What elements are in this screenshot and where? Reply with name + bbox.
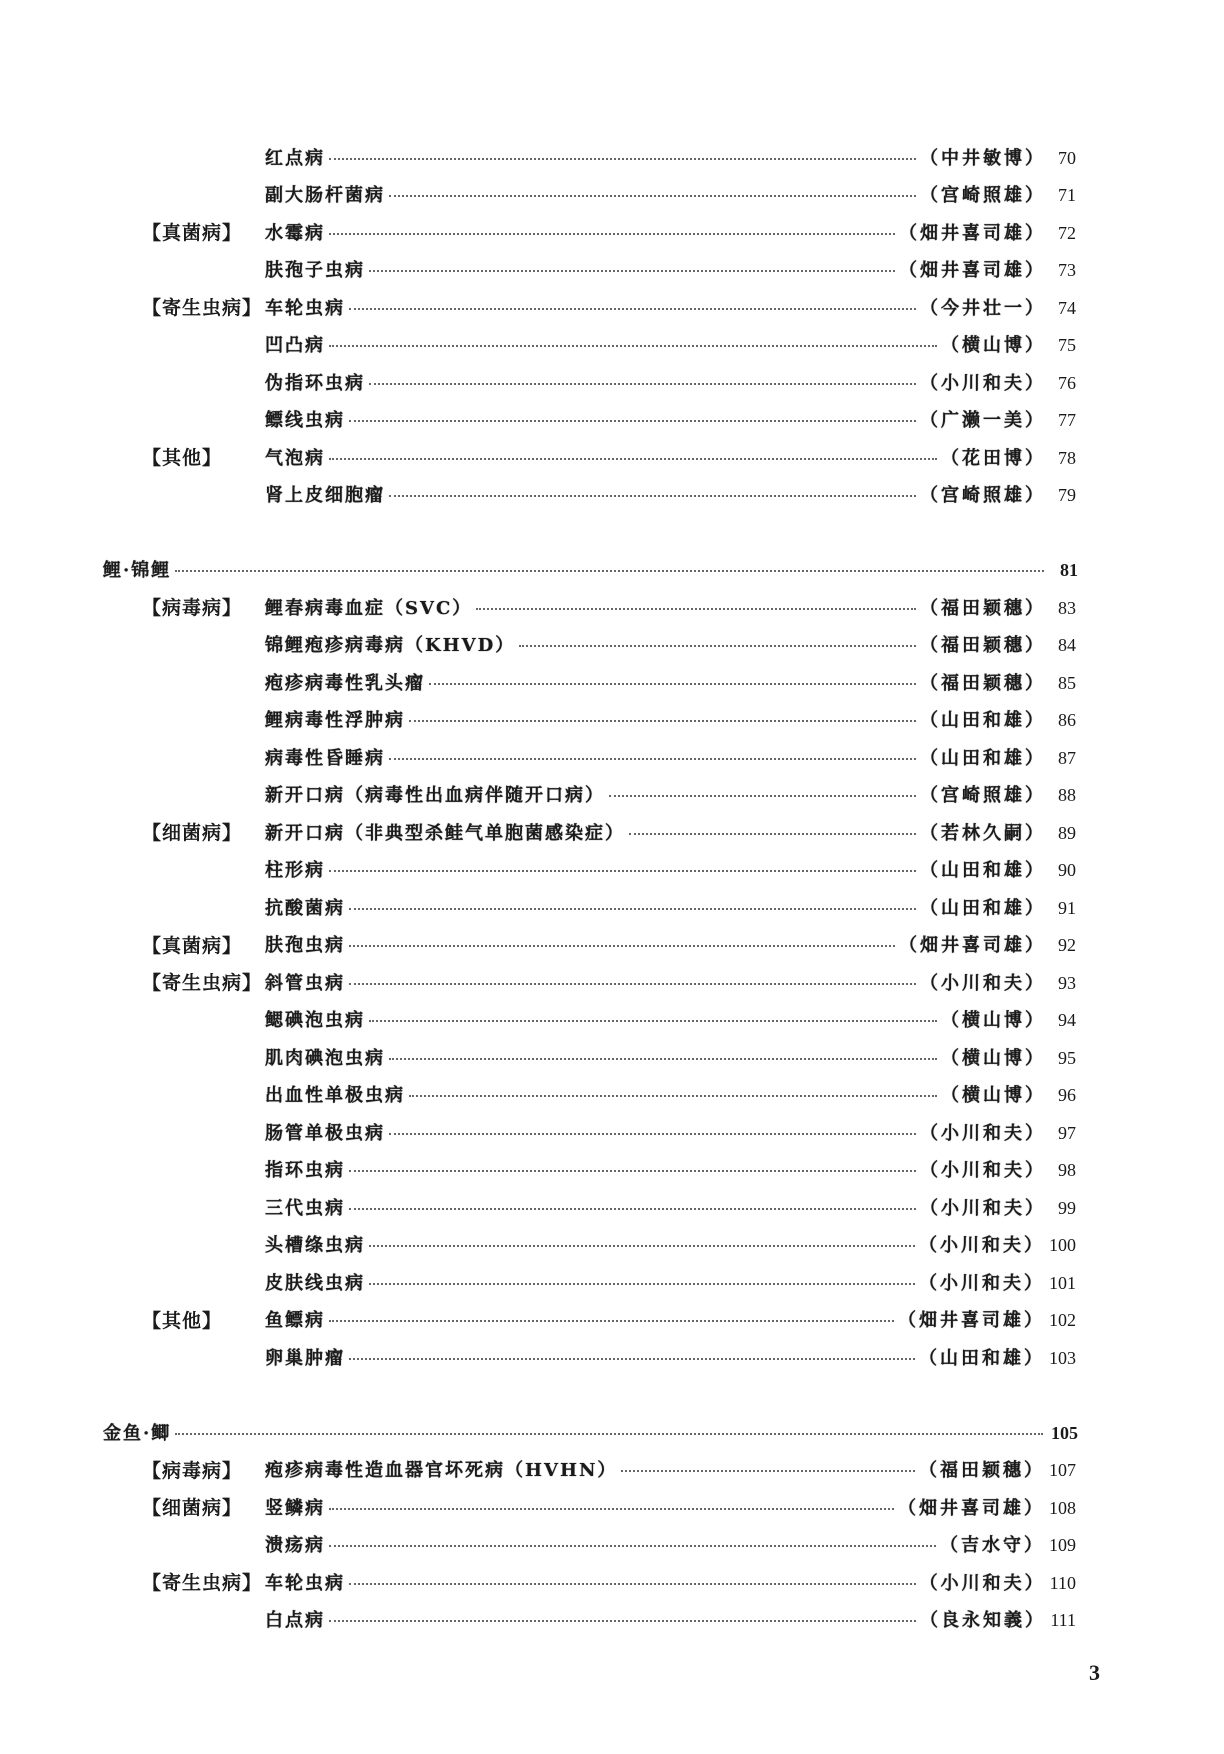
entry-title: 鲤病毒性浮肿病 [265,710,405,732]
entry-line [265,219,1076,245]
category-label: 【真菌病】 [142,934,243,957]
entry-title: 病毒性昏睡病 [265,747,385,769]
dot-leader [389,495,916,497]
entry-page: 99 [1058,1197,1076,1218]
dot-leader [369,383,916,385]
entry-line [265,144,1076,170]
entry-author: （吉水守） [940,1535,1045,1557]
toc-entry [0,138,1224,176]
entry-title: 抗酸菌病 [265,897,345,919]
dot-leader [389,1133,916,1135]
entry-page: 93 [1058,972,1076,993]
entry-page: 83 [1058,597,1076,618]
entry-page: 103 [1049,1347,1076,1368]
dot-leader [349,1170,916,1172]
section-heading [0,551,1224,589]
entry-author: （小川和夫） [919,1235,1045,1257]
toc-entry [0,776,1224,814]
toc-section [0,1376,1224,1639]
heading-entry [103,556,1078,582]
entry-line [265,1006,1076,1032]
dot-leader [409,720,916,722]
entry-title: 副大肠杆菌病 [265,185,385,207]
entry-author: （广濑一美） [920,410,1046,432]
entry-title: 新开口病（非典型杀鲑气单胞菌感染症） [265,822,625,844]
entry-page: 92 [1058,935,1076,956]
heading-page: 105 [1051,1422,1078,1443]
entry-title: 竖鳞病 [265,1497,325,1519]
entry-page: 90 [1058,860,1076,881]
entry-page: 98 [1058,1160,1076,1181]
entry-page: 70 [1058,147,1076,168]
toc-entry [0,1451,1224,1489]
entry-line [265,781,1076,807]
entry-line [265,256,1076,282]
entry-line [265,1044,1076,1070]
category-label: 【其他】 [142,447,223,470]
heading-entry [103,1419,1078,1445]
entry-page: 95 [1058,1047,1076,1068]
entry-page: 91 [1058,897,1076,918]
toc-entry [0,476,1224,514]
entry-line [265,856,1076,882]
dot-leader [629,833,916,835]
entry-page: 71 [1058,185,1076,206]
entry-title: 鱼鳔病 [265,1310,325,1332]
entry-title: 皮肤线虫病 [265,1272,365,1294]
entry-author: （宫崎照雄） [920,485,1046,507]
entry-author: （小川和夫） [919,1572,1046,1594]
entry-line [265,1156,1076,1182]
toc-entry [0,251,1224,289]
dot-leader [389,195,916,197]
entry-line [265,631,1076,657]
entry-line [265,706,1076,732]
entry-title: 肠管单极虫病 [265,1122,385,1144]
entry-title: 车轮虫病 [265,1572,345,1594]
category-label: 【细菌病】 [142,1497,243,1520]
entry-line [265,1269,1076,1295]
entry-line [265,1456,1076,1482]
entry-line [265,1606,1076,1632]
entry-page: 79 [1058,485,1076,506]
heading-title: 金鱼·鲫 [103,1422,172,1444]
dot-leader [349,983,916,985]
toc-entry [0,1001,1224,1039]
entry-author: （福田颖穗） [920,635,1046,657]
entry-page: 74 [1058,297,1076,318]
entry-title: 气泡病 [265,447,325,469]
entry-page: 111 [1050,1610,1076,1631]
entry-page: 88 [1058,785,1076,806]
category-label: 【寄生虫病】 [142,972,263,995]
category-label: 【其他】 [142,1309,223,1332]
toc-entry [0,963,1224,1001]
dot-leader [389,758,916,760]
entry-line [265,669,1076,695]
toc-entry [0,701,1224,739]
toc-entry [0,1226,1224,1264]
entry-author: （畑井喜司雄） [898,1497,1045,1519]
dot-leader [369,1020,937,1022]
entry-author: （今井壮一） [920,297,1046,319]
dot-leader [349,1208,916,1210]
entry-line [265,181,1076,207]
dot-leader [349,1583,916,1585]
entry-page: 109 [1049,1535,1076,1556]
section-heading [0,1413,1224,1451]
entry-title: 出血性单极虫病 [265,1085,405,1107]
entry-title: 伪指环虫病 [265,372,365,394]
entry-title: 新开口病（病毒性出血病伴随开口病） [265,785,605,807]
toc-section [0,513,1224,1376]
entry-author: （山田和雄） [920,747,1046,769]
toc-entry [0,1601,1224,1639]
entry-page: 110 [1049,1572,1076,1593]
entry-page: 97 [1058,1122,1076,1143]
entry-page: 102 [1049,1310,1076,1331]
dot-leader [349,420,916,422]
entry-title: 斜管虫病 [265,972,345,994]
toc-entry [0,326,1224,364]
entry-author: （山田和雄） [920,710,1046,732]
toc-entry [0,626,1224,664]
entry-author: （福田颖穗） [919,1460,1045,1482]
entry-author: （小川和夫） [919,1272,1045,1294]
dot-leader [369,1283,915,1285]
toc-entry [0,363,1224,401]
entry-title: 肌肉碘泡虫病 [265,1047,385,1069]
dot-leader [329,1508,894,1510]
dot-leader [329,1545,936,1547]
entry-line [265,1531,1076,1557]
dot-leader [329,345,937,347]
dot-leader [329,1320,894,1322]
toc-entry [0,438,1224,476]
entry-line [265,1119,1076,1145]
entry-author: （畑井喜司雄） [898,1310,1045,1332]
entry-line [265,294,1076,320]
entry-line [265,1194,1076,1220]
entry-author: （横山博） [941,1047,1046,1069]
entry-page: 84 [1058,635,1076,656]
dot-leader [409,1095,937,1097]
entry-title: 疱疹病毒性造血器官坏死病（HVHN） [265,1460,618,1482]
entry-page: 108 [1049,1497,1076,1518]
entry-page: 75 [1058,335,1076,356]
dot-leader [519,645,916,647]
entry-page: 77 [1058,410,1076,431]
entry-title: 肤孢子虫病 [265,260,365,282]
spacer [0,1376,1224,1414]
entry-author: （中井敏博） [920,147,1046,169]
entry-title: 凹凸病 [265,335,325,357]
toc-entry [0,1188,1224,1226]
entry-author: （畑井喜司雄） [899,935,1046,957]
toc-entry [0,1038,1224,1076]
category-label: 【寄生虫病】 [142,1572,263,1595]
entry-line [265,819,1076,845]
category-label: 【病毒病】 [142,1459,243,1482]
toc-entry [0,813,1224,851]
dot-leader [389,1058,937,1060]
entry-author: （小川和夫） [920,372,1046,394]
entry-title: 头槽绦虫病 [265,1235,365,1257]
entry-line [265,406,1076,432]
entry-author: （若林久嗣） [920,822,1046,844]
entry-line [265,594,1076,620]
entry-author: （宫崎照雄） [920,185,1046,207]
entry-line [265,894,1076,920]
heading-page: 81 [1060,560,1078,581]
entry-page: 101 [1049,1272,1076,1293]
entry-line [265,969,1076,995]
entry-title: 肾上皮细胞瘤 [265,485,385,507]
entry-line [265,1569,1076,1595]
toc-entry [0,851,1224,889]
entry-page: 94 [1058,1010,1076,1031]
dot-leader [349,945,895,947]
entry-title: 三代虫病 [265,1197,345,1219]
entry-author: （小川和夫） [920,1122,1046,1144]
entry-line [265,1231,1076,1257]
entry-line [265,481,1076,507]
entry-line [265,1306,1076,1332]
dot-leader [329,233,895,235]
toc-entry [0,1151,1224,1189]
toc-entry [0,1488,1224,1526]
entry-author: （山田和雄） [919,1347,1045,1369]
category-label: 【真菌病】 [142,222,243,245]
dot-leader [175,1433,1043,1435]
entry-author: （山田和雄） [920,897,1046,919]
toc-entry [0,1113,1224,1151]
entry-title: 水霉病 [265,222,325,244]
entry-title: 鳃碘泡虫病 [265,1010,365,1032]
toc-entry [0,1526,1224,1564]
entry-title: 柱形病 [265,860,325,882]
entry-line [265,744,1076,770]
entry-author: （宫崎照雄） [920,785,1046,807]
dot-leader [349,308,916,310]
toc-entry [0,738,1224,776]
entry-author: （花田博） [941,447,1046,469]
dot-leader [329,1620,916,1622]
entry-title: 红点病 [265,147,325,169]
toc-entry [0,888,1224,926]
entry-author: （小川和夫） [920,972,1046,994]
entry-author: （福田颖穗） [920,597,1046,619]
entry-page: 96 [1058,1085,1076,1106]
entry-title: 溃疡病 [265,1535,325,1557]
toc-entry [0,663,1224,701]
entry-line [265,1081,1076,1107]
dot-leader [369,270,895,272]
entry-author: （横山博） [941,1010,1046,1032]
dot-leader [609,795,916,797]
entry-line [265,1494,1076,1520]
toc-entry [0,288,1224,326]
entry-page: 107 [1049,1460,1076,1481]
entry-page: 76 [1058,372,1076,393]
entry-author: （横山博） [941,1085,1046,1107]
entry-author: （畑井喜司雄） [899,222,1046,244]
dot-leader [429,683,916,685]
entry-line [265,331,1076,357]
entry-title: 车轮虫病 [265,297,345,319]
entry-title: 白点病 [265,1610,325,1632]
entry-author: （山田和雄） [920,860,1046,882]
entry-author: （福田颖穗） [920,672,1046,694]
toc-section [0,138,1224,513]
toc-entry [0,176,1224,214]
toc-entry [0,1338,1224,1376]
entry-author: （小川和夫） [920,1160,1046,1182]
dot-leader [329,158,916,160]
table-of-contents [0,138,1224,1638]
entry-title: 鲤春病毒血症（SVC） [265,597,473,619]
entry-page: 78 [1058,447,1076,468]
entry-title: 鳔线虫病 [265,410,345,432]
entry-title: 疱疹病毒性乳头瘤 [265,672,425,694]
entry-author: （横山博） [941,335,1046,357]
entry-title: 指环虫病 [265,1160,345,1182]
entry-page: 100 [1049,1235,1076,1256]
entry-author: （畑井喜司雄） [899,260,1046,282]
dot-leader [349,908,916,910]
toc-entry [0,213,1224,251]
category-label: 【寄生虫病】 [142,297,263,320]
entry-page: 89 [1058,822,1076,843]
toc-entry [0,926,1224,964]
entry-author: （良永知義） [920,1610,1046,1632]
entry-line [265,369,1076,395]
entry-author: （小川和夫） [920,1197,1046,1219]
entry-line [265,444,1076,470]
entry-title: 卵巢肿瘤 [265,1347,345,1369]
toc-entry [0,1263,1224,1301]
toc-entry [0,1301,1224,1339]
category-label: 【细菌病】 [142,822,243,845]
spacer [0,513,1224,551]
entry-page: 73 [1058,260,1076,281]
entry-title: 肤孢虫病 [265,935,345,957]
entry-page: 85 [1058,672,1076,693]
toc-entry [0,588,1224,626]
dot-leader [369,1245,915,1247]
entry-line [265,931,1076,957]
dot-leader [329,458,937,460]
entry-page: 86 [1058,710,1076,731]
dot-leader [175,570,1044,572]
dot-leader [329,870,916,872]
dot-leader [349,1358,915,1360]
dot-leader [476,608,916,610]
entry-page: 72 [1058,222,1076,243]
toc-entry [0,401,1224,439]
dot-leader [621,1470,915,1472]
heading-title: 鲤·锦鲤 [103,560,172,582]
entry-title: 锦鲤疱疹病毒病（KHVD） [265,635,516,657]
toc-entry [0,1076,1224,1114]
entry-page: 87 [1058,747,1076,768]
category-label: 【病毒病】 [142,597,243,620]
toc-entry [0,1563,1224,1601]
page-number: 3 [1089,1660,1100,1685]
entry-line [265,1344,1076,1370]
